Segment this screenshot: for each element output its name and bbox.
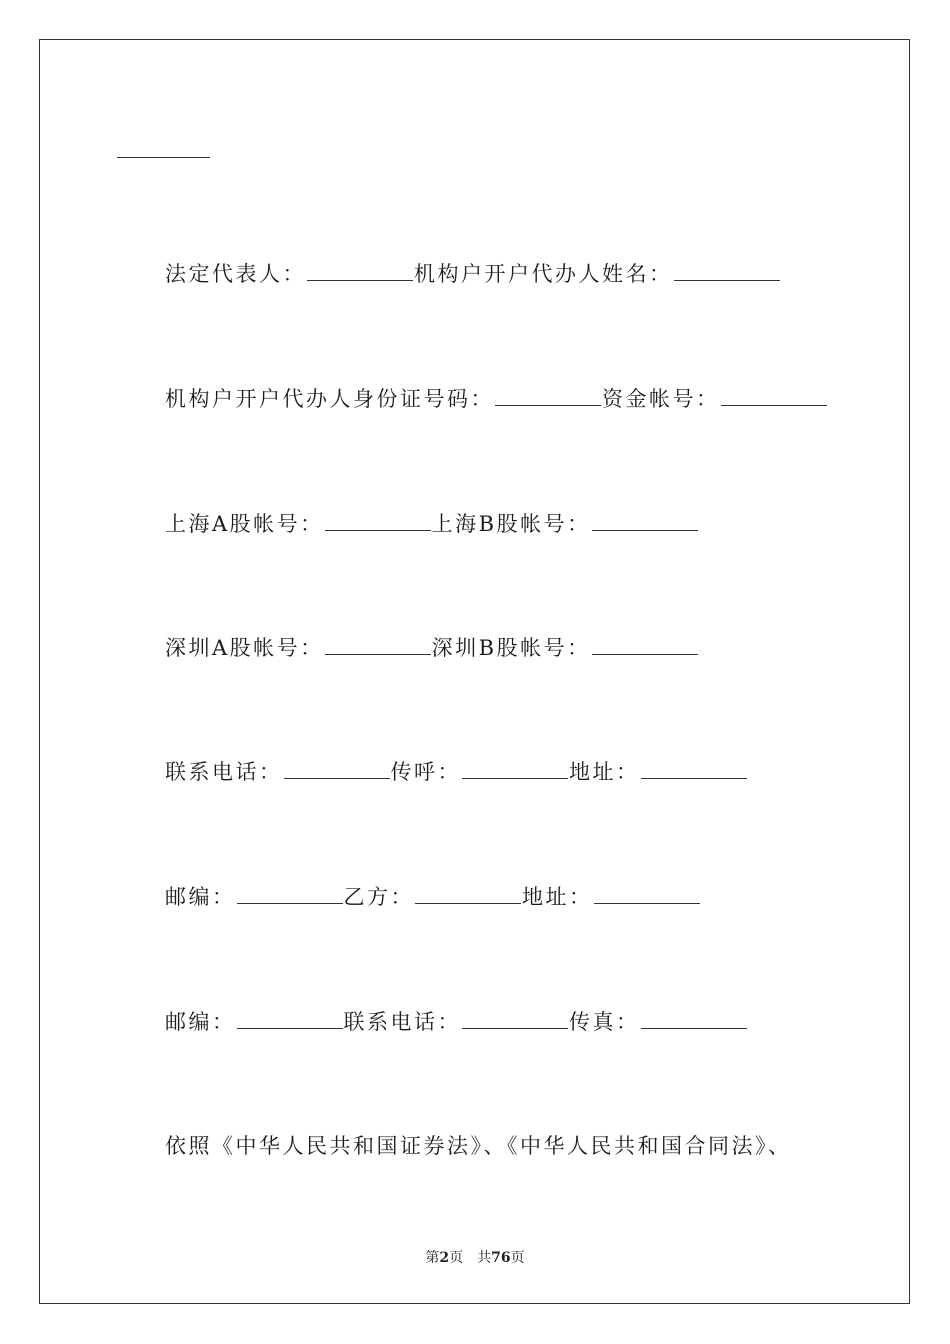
- blank-field[interactable]: [495, 385, 601, 406]
- blank-field[interactable]: [237, 883, 343, 904]
- label-shanghai-a: 上海A股帐号：: [165, 512, 324, 536]
- line-legal-representative: [165, 259, 781, 289]
- label-fund-account: 资金帐号：: [602, 387, 720, 411]
- blank-field[interactable]: [592, 634, 698, 655]
- line-postcode-party-b: [165, 882, 701, 912]
- footer-total-pages: 76: [491, 1250, 511, 1266]
- blank-field[interactable]: [284, 758, 390, 779]
- footer-page-number: 2: [439, 1250, 450, 1266]
- label-address: 地址：: [522, 885, 593, 909]
- line-legal-basis: [165, 1131, 792, 1161]
- blank-field[interactable]: [594, 883, 700, 904]
- footer-page-suffix: 页: [449, 1250, 464, 1266]
- blank-field[interactable]: [462, 1008, 568, 1029]
- footer-total-prefix: 共: [477, 1250, 492, 1266]
- label-agent-id: 机构户开户代办人身份证号码：: [165, 387, 494, 411]
- label-legal-representative: 法定代表人：: [165, 262, 306, 286]
- legal-basis-text: 依照《中华人民共和国证券法》、《中华人民共和国合同法》、: [165, 1134, 792, 1158]
- blank-field[interactable]: [462, 758, 568, 779]
- line-shenzhen-accounts: [165, 633, 699, 663]
- line-agent-id: [165, 384, 828, 414]
- blank-field[interactable]: [415, 883, 521, 904]
- blank-field[interactable]: [592, 510, 698, 531]
- label-shanghai-b: 上海B股帐号：: [431, 512, 591, 536]
- label-postcode: 邮编：: [165, 1010, 236, 1034]
- footer-total-suffix: 页: [510, 1250, 525, 1266]
- page-frame: [39, 39, 910, 1304]
- blank-field[interactable]: [325, 510, 431, 531]
- line-party-b-contact: [165, 1007, 748, 1037]
- blank-field[interactable]: [307, 260, 413, 281]
- label-shenzhen-a: 深圳A股帐号：: [165, 636, 324, 660]
- blank-field[interactable]: [641, 1008, 747, 1029]
- label-address: 地址：: [569, 760, 640, 784]
- label-agent-name: 机构户开户代办人姓名：: [414, 262, 673, 286]
- label-pager: 传呼：: [390, 760, 461, 784]
- line-shanghai-accounts: [165, 509, 699, 539]
- label-party-b: 乙方：: [343, 885, 414, 909]
- top-blank-line: [117, 157, 210, 158]
- blank-field[interactable]: [641, 758, 747, 779]
- footer-prefix: 第: [425, 1250, 440, 1266]
- blank-field[interactable]: [237, 1008, 343, 1029]
- label-phone: 联系电话：: [165, 760, 283, 784]
- label-postcode: 邮编：: [165, 885, 236, 909]
- label-fax: 传真：: [569, 1010, 640, 1034]
- label-phone: 联系电话：: [343, 1010, 461, 1034]
- blank-field[interactable]: [325, 634, 431, 655]
- line-contact: [165, 757, 748, 787]
- label-shenzhen-b: 深圳B股帐号：: [431, 636, 591, 660]
- blank-field[interactable]: [721, 385, 827, 406]
- page-footer: [0, 1247, 950, 1267]
- blank-field[interactable]: [674, 260, 780, 281]
